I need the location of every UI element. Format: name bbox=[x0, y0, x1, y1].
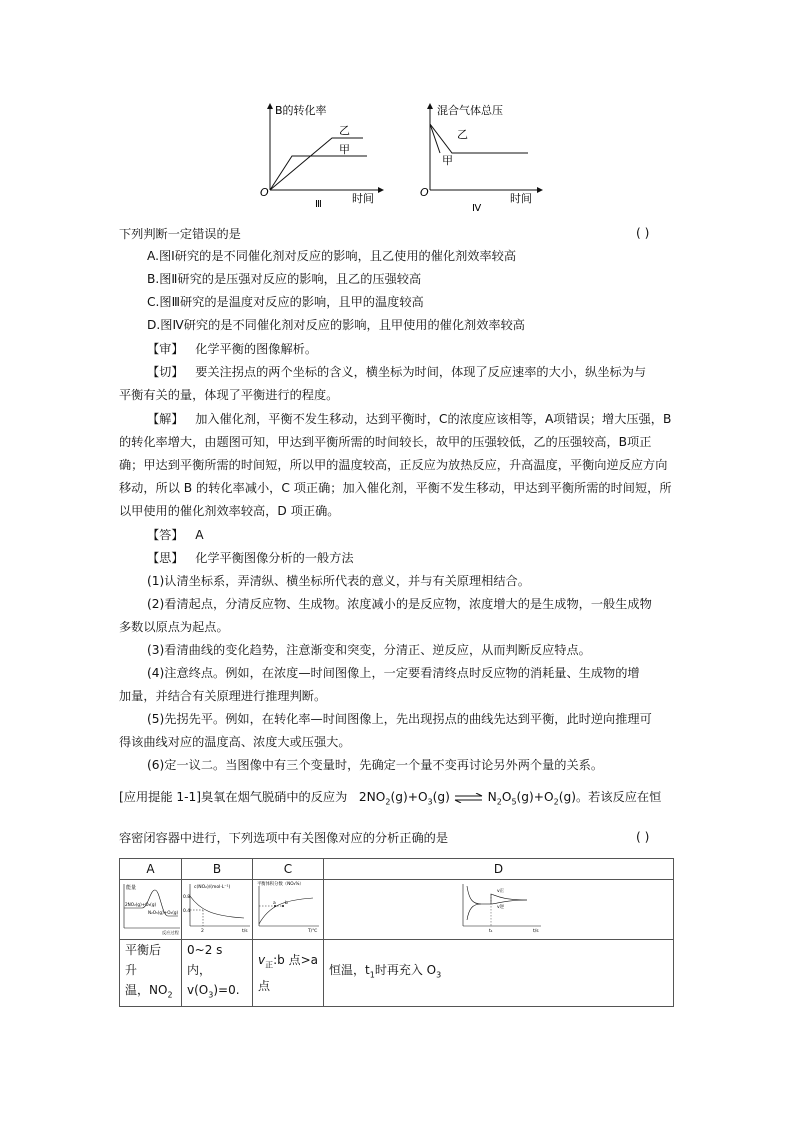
cell-c-graph bbox=[253, 880, 324, 940]
app-line-1 bbox=[119, 789, 661, 810]
si-text: 化学平衡图像分析的一般方法 bbox=[195, 551, 354, 565]
cell-b-text: 0~2 s 内，$v(O_3)=0$. bbox=[182, 940, 253, 1007]
jie-line-3: 确；甲达到平衡所需的时间短，所以甲的温度较高，正反应为放热反应，升高温度，平衡向逆反应方向 bbox=[119, 458, 668, 472]
si-line bbox=[147, 550, 354, 566]
svg-text:b: b bbox=[285, 901, 288, 906]
svg-text:T/℃: T/℃ bbox=[308, 929, 318, 934]
eq-right: $N_2O_5(g)+O_2(g)$。若该反应在恒 bbox=[487, 790, 662, 807]
method-1: (1)认清坐标系，弄清纵、横坐标所代表的意义，并与有关原理相结合。 bbox=[147, 574, 530, 588]
svg-text:t₁: t₁ bbox=[489, 929, 493, 934]
header-d: D bbox=[324, 859, 674, 880]
svg-text:c(NO₂)/(mol·L⁻¹): c(NO₂)/(mol·L⁻¹) bbox=[194, 885, 231, 890]
svg-text:N₂O₅(g)+O₂(g): N₂O₅(g)+O₂(g) bbox=[148, 910, 179, 915]
svg-text:t/s: t/s bbox=[242, 929, 248, 934]
table-header-row bbox=[120, 859, 674, 880]
svg-text:v逆: v逆 bbox=[497, 905, 505, 910]
method-3: (3)看清曲线的变化趋势，注意渐变和突变，分清正、逆反应，从而判断反应特点。 bbox=[147, 643, 591, 657]
svg-text:反应过程: 反应过程 bbox=[162, 930, 179, 935]
cell-d-graph bbox=[324, 880, 674, 940]
jie-text: 加入催化剂，平衡不发生移动，达到平衡时，C的浓度应该相等，A项错误；增大压强，B bbox=[195, 412, 672, 426]
jie-line-4: 移动，所以 B 的转化率减小，C 项正确；加入催化剂，平衡不发生移动，甲达到平衡所需的时间短，所 bbox=[119, 481, 672, 495]
graph-c bbox=[253, 880, 324, 936]
svg-text:a: a bbox=[273, 901, 276, 906]
label-yi: 乙 bbox=[457, 128, 468, 141]
equilibrium-arrow-icon bbox=[454, 793, 484, 803]
origin: O bbox=[260, 186, 269, 199]
x-label: 时间 bbox=[510, 192, 532, 205]
svg-text:2: 2 bbox=[201, 929, 204, 934]
curve-jia bbox=[430, 124, 440, 153]
da-line bbox=[147, 527, 204, 543]
cell-a-graph bbox=[120, 880, 182, 940]
table-text-row bbox=[120, 940, 674, 1007]
graph-iii bbox=[255, 98, 395, 210]
qie-line-2: 平衡有关的量，体现了平衡进行的程度。 bbox=[119, 388, 339, 402]
jie-tag: 【解】 bbox=[147, 412, 184, 426]
svg-text:2NO₂(g)+O₃(g): 2NO₂(g)+O₃(g) bbox=[125, 902, 157, 907]
svg-text:t/s: t/s bbox=[533, 929, 539, 934]
curve-jia bbox=[270, 156, 367, 190]
option-d: D.图Ⅳ研究的是不同催化剂对反应的影响，且甲使用的催化剂效率较高 bbox=[147, 318, 525, 332]
option-a: A.图Ⅰ研究的是不同催化剂对反应的影响，且乙使用的催化剂效率较高 bbox=[147, 249, 517, 263]
eq-left: $2NO_2(g)+O_3(g)$ bbox=[358, 790, 450, 807]
shen-text: 化学平衡的图像解析。 bbox=[195, 342, 318, 356]
app-line-2: 容密闭容器中进行，下列选项中有关图像对应的分析正确的是 bbox=[119, 831, 449, 845]
method-4b: 加量，并结合有关原理进行推理判断。 bbox=[119, 689, 327, 703]
app-prefix: [应用提能 1-1]臭氧在烟气脱硝中的反应为 bbox=[119, 790, 348, 804]
x-label: 时间 bbox=[352, 192, 374, 205]
method-4a: (4)注意终点。例如，在浓度—时间图像上，一定要看清终点时反应物的消耗量、生成物的增 bbox=[147, 666, 640, 680]
label-yi: 乙 bbox=[339, 124, 350, 137]
option-b: B.图Ⅱ研究的是压强对反应的影响，且乙的压强较高 bbox=[147, 272, 422, 286]
si-tag: 【思】 bbox=[147, 551, 184, 565]
header-c: C bbox=[253, 859, 324, 880]
svg-text:v正: v正 bbox=[497, 889, 505, 894]
method-6: (6)定一议二。当图像中有三个变量时，先确定一个量不变再讨论另外两个量的关系。 bbox=[147, 758, 604, 772]
svg-text:0.8: 0.8 bbox=[183, 895, 191, 900]
table-image-row bbox=[120, 880, 674, 940]
origin: O bbox=[420, 186, 429, 199]
da-tag: 【答】 bbox=[147, 528, 184, 542]
svg-text:能量: 能量 bbox=[126, 885, 137, 891]
header-b: B bbox=[182, 859, 253, 880]
curve-yi bbox=[430, 124, 528, 153]
svg-text:平衡体积分数（NO₂%）: 平衡体积分数（NO₂%） bbox=[257, 882, 304, 887]
header-a: A bbox=[120, 859, 182, 880]
method-5b: 得该曲线对应的温度高、浓度大或压强大。 bbox=[119, 735, 351, 749]
da-text: A bbox=[195, 528, 204, 542]
cell-b-graph bbox=[182, 880, 253, 940]
answer-paren: ( ) bbox=[636, 226, 650, 240]
cell-c-text: $v_正:b$ 点>a 点 bbox=[253, 940, 324, 1007]
svg-text:0.4: 0.4 bbox=[183, 909, 191, 914]
roman-label: Ⅳ bbox=[472, 203, 482, 214]
roman-label: Ⅲ bbox=[315, 199, 322, 210]
method-2a: (2)看清起点，分清反应物、生成物。浓度减小的是反应物，浓度增大的是生成物，一般生成物 bbox=[147, 597, 652, 611]
graph-d bbox=[457, 880, 547, 936]
label-jia: 甲 bbox=[339, 143, 350, 156]
options-table bbox=[119, 858, 674, 1007]
graph-b bbox=[182, 880, 253, 936]
cell-d-text: 恒温，$t_1$时再充入 $O_3$ bbox=[324, 940, 674, 1007]
shen-line bbox=[147, 341, 317, 357]
qie-line bbox=[147, 364, 646, 380]
jie-line-5: 以甲使用的催化剂效率较高，D 项正确。 bbox=[119, 504, 340, 518]
jie-line bbox=[147, 411, 671, 427]
graph-a bbox=[120, 880, 182, 936]
y-label: B的转化率 bbox=[275, 104, 327, 117]
y-label: 混合气体总压 bbox=[437, 104, 503, 117]
method-5a: (5)先拐先平。例如，在转化率—时间图像上，先出现拐点的曲线先达到平衡，此时逆向推理可 bbox=[147, 712, 652, 726]
method-2b: 多数以原点为起点。 bbox=[119, 620, 229, 634]
cell-a-text: 平衡后 升 温，$NO_2$ bbox=[120, 940, 182, 1007]
shen-tag: 【审】 bbox=[147, 342, 184, 356]
qie-tag: 【切】 bbox=[147, 365, 184, 379]
option-c: C.图Ⅲ研究的是温度对反应的影响，且甲的温度较高 bbox=[147, 295, 424, 309]
graph-iv bbox=[412, 98, 552, 216]
question-stem: 下列判断一定错误的是 bbox=[119, 227, 241, 241]
label-jia: 甲 bbox=[442, 154, 453, 167]
app-answer-paren: ( ) bbox=[636, 830, 650, 844]
jie-line-2: 的转化率增大，由题图可知，甲达到平衡所需的时间较长，故甲的压强较低，乙的压强较高，B项正 bbox=[119, 435, 652, 449]
qie-text: 要关注拐点的两个坐标的含义，横坐标为时间，体现了反应速率的大小，纵坐标为与 bbox=[195, 365, 647, 379]
